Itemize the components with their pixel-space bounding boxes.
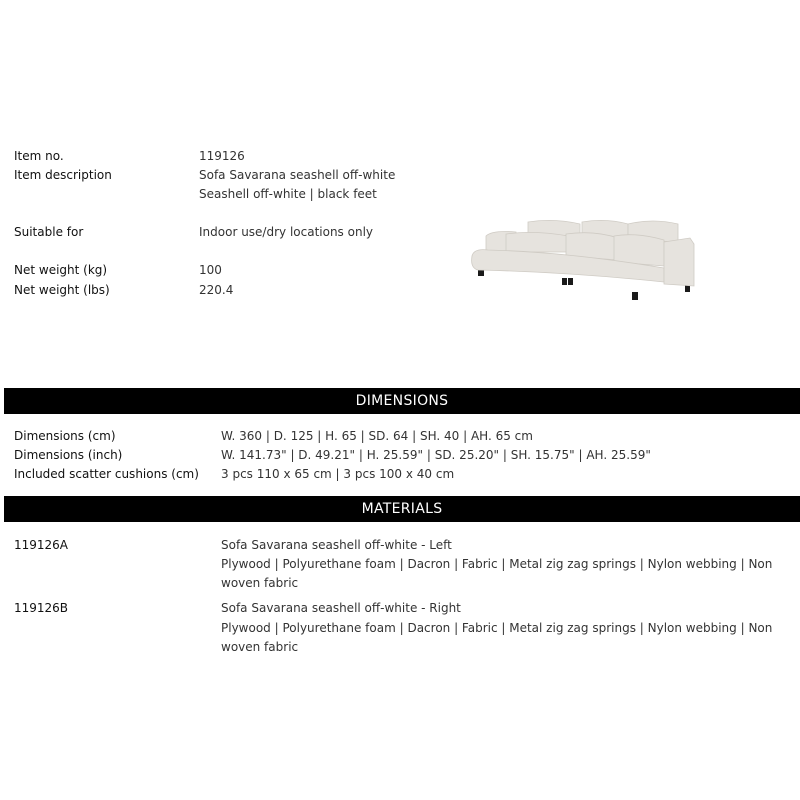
material-list-a: Plywood | Polyurethane foam | Dacron | Fabric | Metal zig zag springs | Nylon webbing | Non woven fabric [221,557,773,590]
item-no-label: Item no. [14,149,64,163]
material-code-a: 119126A [14,538,69,552]
net-weight-lbs-label: Net weight (lbs) [14,283,110,297]
material-list-b: Plywood | Polyurethane foam | Dacron | Fabric | Metal zig zag springs | Nylon webbing | Non woven fabric [221,621,773,654]
net-weight-kg-label: Net weight (kg) [14,263,108,277]
item-description-label: Item description [14,168,112,182]
item-no-value: 119126 [199,149,245,163]
dimensions-inch-label: Dimensions (inch) [14,448,123,462]
item-description-line1: Sofa Savarana seashell off-white [199,168,396,182]
scatter-cushions-value: 3 pcs 110 x 65 cm | 3 pcs 100 x 40 cm [221,467,455,481]
dimensions-cm-label: Dimensions (cm) [14,429,116,443]
dimensions-inch-value: W. 141.73" | D. 49.21" | H. 25.59" | SD. 25.20" | SH. 15.75" | AH. 25.59" [221,448,651,462]
materials-header: MATERIALS [4,496,800,522]
suitable-for-value: Indoor use/dry locations only [199,225,374,239]
material-title-b: Sofa Savarana seashell off-white - Right [221,601,461,615]
net-weight-lbs-value: 220.4 [199,283,234,297]
scatter-cushions-label: Included scatter cushions (cm) [14,467,199,481]
net-weight-kg-value: 100 [199,263,222,277]
suitable-for-label: Suitable for [14,225,84,239]
sofa-image [468,212,700,308]
sofa-body [472,220,694,286]
material-code-b: 119126B [14,601,69,615]
dimensions-cm-value: W. 360 | D. 125 | H. 65 | SD. 64 | SH. 40 | AH. 65 cm [221,429,533,443]
material-title-a: Sofa Savarana seashell off-white - Left [221,538,452,552]
dimensions-header: DIMENSIONS [4,388,800,414]
item-description-line2: Seashell off-white | black feet [199,187,377,201]
